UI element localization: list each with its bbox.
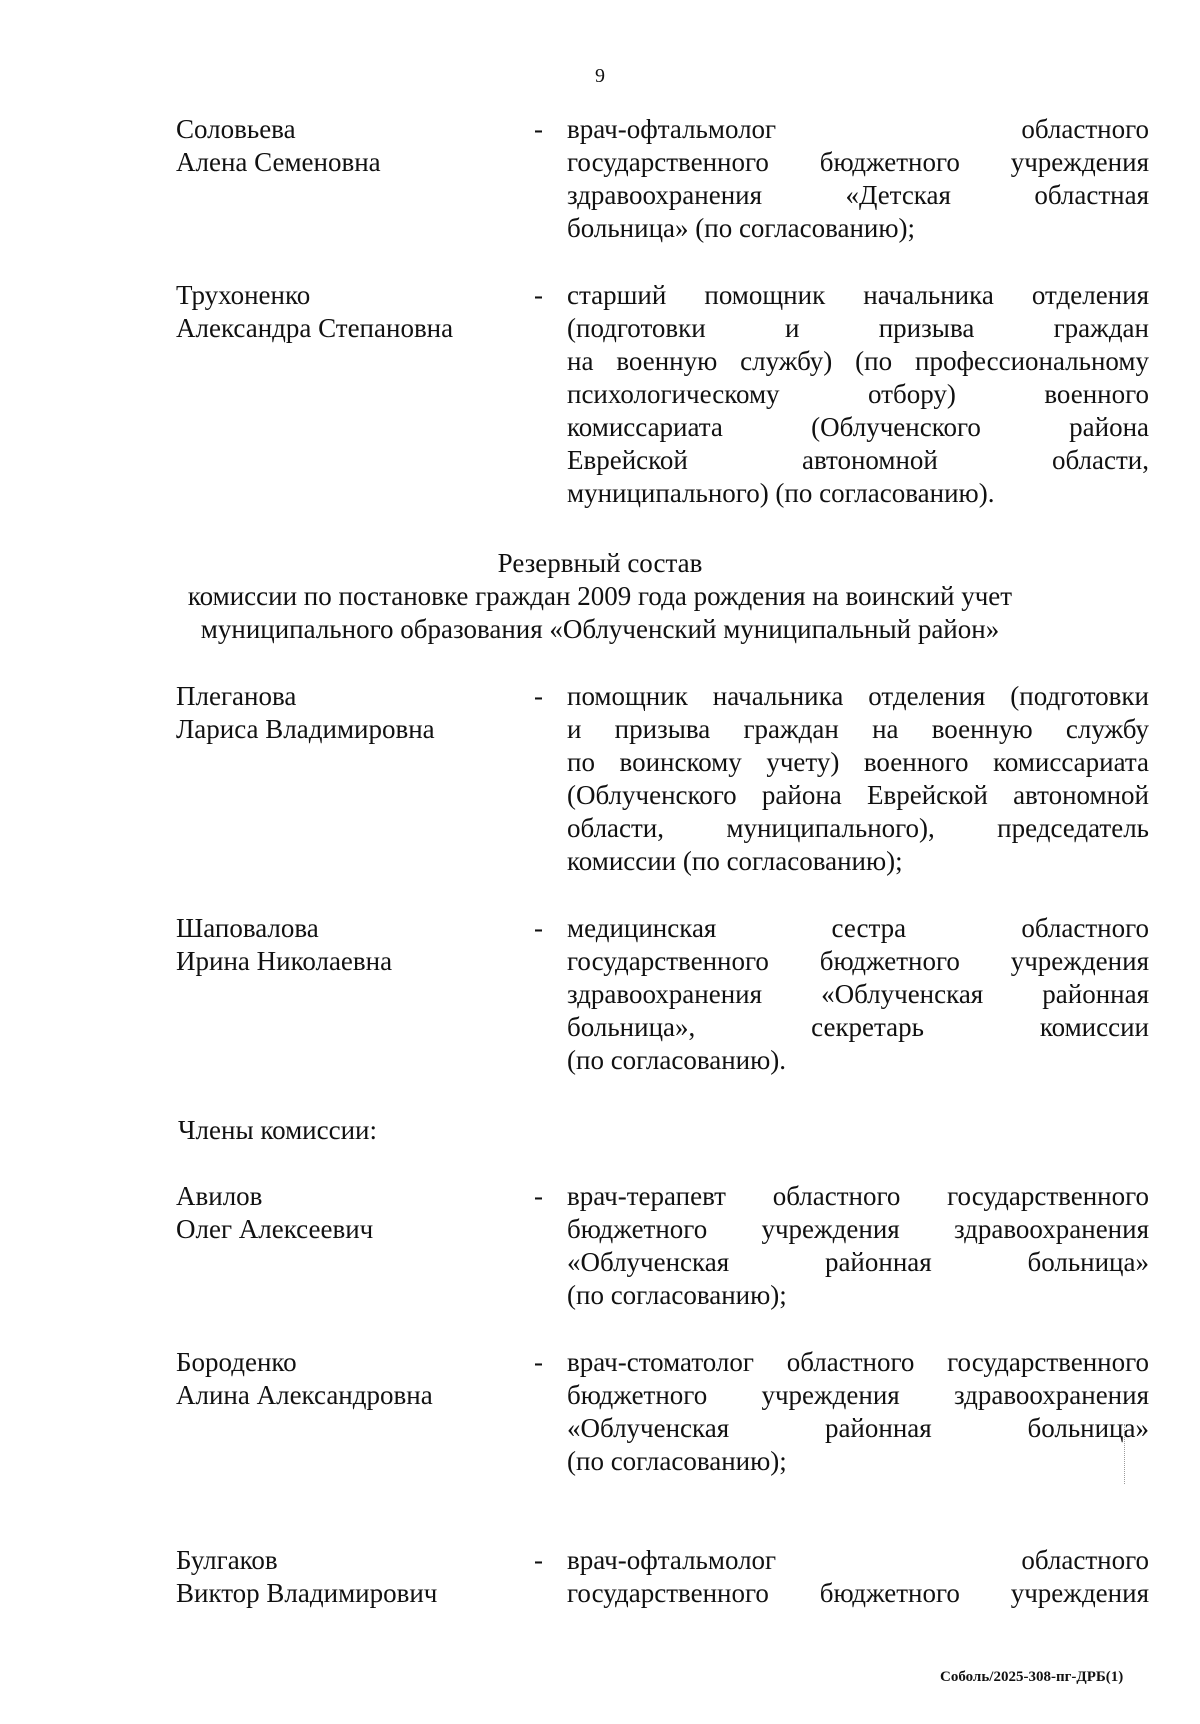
role-line: (по согласованию); — [567, 1446, 787, 1476]
role-line: области, муниципального), председатель — [567, 813, 1149, 843]
surname: Бороденко — [176, 1347, 297, 1377]
scan-artifact-line — [1124, 1424, 1126, 1484]
surname: Соловьева — [176, 114, 296, 144]
heading-title: Резервный состав — [497, 548, 703, 578]
dash-separator: - — [534, 913, 543, 943]
role-line: бюджетного учреждения здравоохранения — [567, 1214, 1149, 1244]
dash-separator: - — [534, 280, 543, 310]
role-line: (по согласованию); — [567, 1280, 787, 1310]
role-line: медицинская сестра областного — [567, 913, 1149, 943]
role-line: государственного бюджетного учреждения — [567, 946, 1149, 976]
role-line: психологическому отбору) военного — [567, 379, 1149, 409]
member-name — [176, 1180, 516, 1246]
role-line: комиссии (по согласованию); — [567, 846, 903, 876]
surname: Булгаков — [176, 1545, 278, 1575]
surname: Шаповалова — [176, 913, 319, 943]
role-line: государственного бюджетного учреждения — [567, 1578, 1149, 1608]
dash-separator: - — [534, 1545, 543, 1575]
role-line: больница» (по согласованию); — [567, 213, 916, 243]
role-line: «Облученская районная больница» — [567, 1247, 1149, 1277]
surname: Плеганова — [176, 681, 297, 711]
role-line: здравоохранения «Облученская районная — [567, 979, 1149, 1009]
role-line: по воинскому учету) военного комиссариата — [567, 747, 1149, 777]
member-role — [567, 1346, 1149, 1478]
page-number: 9 — [595, 65, 605, 87]
reserve-composition-heading — [0, 547, 1200, 646]
surname: Трухоненко — [176, 280, 311, 310]
role-line: старший помощник начальника отделения — [567, 280, 1149, 310]
role-line: бюджетного учреждения здравоохранения — [567, 1380, 1149, 1410]
role-line: помощник начальника отделения (подготовки — [567, 681, 1149, 711]
role-line: на военную службу) (по профессиональному — [567, 346, 1149, 376]
given-names: Олег Алексеевич — [176, 1214, 374, 1244]
role-line: врач-офтальмолог областного — [567, 1545, 1149, 1575]
member-role — [567, 279, 1149, 510]
document-code: Соболь/2025-308-пг-ДРБ(1) — [940, 1669, 1124, 1685]
role-line: больница», секретарь комиссии — [567, 1012, 1149, 1042]
given-names: Алина Александровна — [176, 1380, 433, 1410]
member-name — [176, 680, 516, 746]
role-line: врач-офтальмолог областного — [567, 114, 1149, 144]
role-line: здравоохранения «Детская областная — [567, 180, 1149, 210]
role-line: (Облученского района Еврейской автономной — [567, 780, 1149, 810]
dash-separator: - — [534, 1347, 543, 1377]
member-role — [567, 680, 1149, 878]
given-names: Алена Семеновна — [176, 147, 381, 177]
member-role — [567, 912, 1149, 1077]
heading-line: муниципального образования «Облученский муниципальный район» — [200, 614, 1000, 644]
member-role — [567, 113, 1149, 245]
member-role — [567, 1180, 1149, 1312]
members-label: Члены комиссии: — [178, 1115, 377, 1145]
given-names: Александра Степановна — [176, 313, 454, 343]
given-names: Ирина Николаевна — [176, 946, 393, 976]
role-line: врач-стоматолог областного государственного — [567, 1347, 1149, 1377]
member-name — [176, 279, 516, 345]
given-names: Лариса Владимировна — [176, 714, 435, 744]
given-names: Виктор Владимирович — [176, 1578, 438, 1608]
member-name — [176, 113, 516, 179]
role-line: (подготовки и призыва граждан — [567, 313, 1149, 343]
role-line: комиссариата (Облученского района — [567, 412, 1149, 442]
member-name — [176, 1346, 516, 1412]
heading-line: комиссии по постановке граждан 2009 года рождения на воинский учет — [187, 581, 1013, 611]
dash-separator: - — [534, 681, 543, 711]
member-name — [176, 912, 516, 978]
dash-separator: - — [534, 1181, 543, 1211]
member-role — [567, 1544, 1149, 1610]
role-line: Еврейской автономной области, — [567, 445, 1149, 475]
role-line: (по согласованию). — [567, 1045, 787, 1075]
role-line: «Облученская районная больница» — [567, 1413, 1149, 1443]
role-line: и призыва граждан на военную службу — [567, 714, 1149, 744]
role-line: муниципального) (по согласованию). — [567, 478, 995, 508]
member-name — [176, 1544, 516, 1610]
surname: Авилов — [176, 1181, 263, 1211]
role-line: врач-терапевт областного государственного — [567, 1181, 1149, 1211]
role-line: государственного бюджетного учреждения — [567, 147, 1149, 177]
dash-separator: - — [534, 114, 543, 144]
